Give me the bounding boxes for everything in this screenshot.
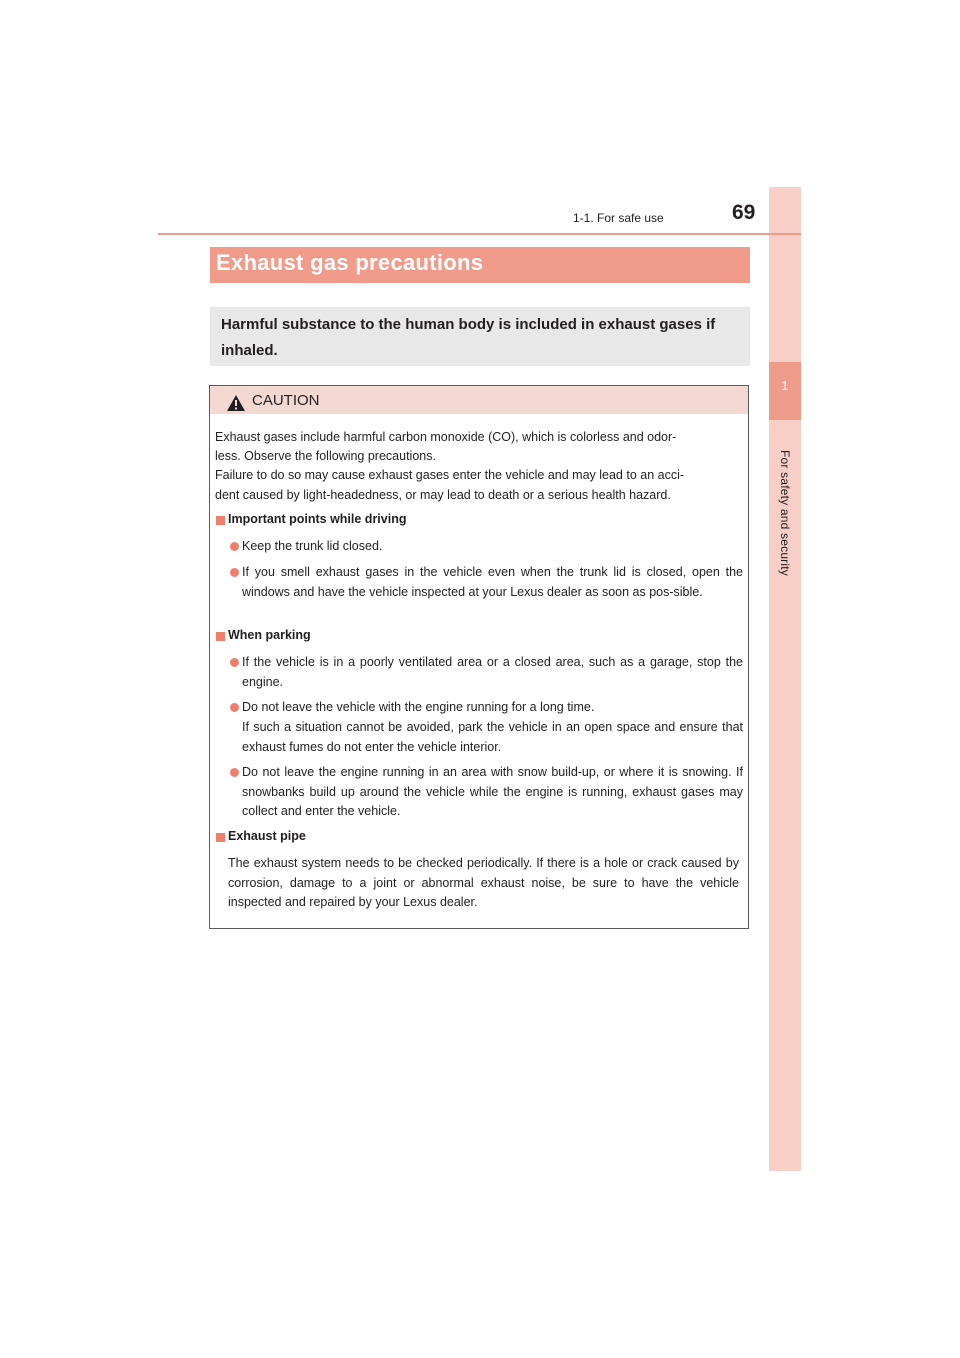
bullet-text: If you smell exhaust gases in the vehicle even when the trunk lid is closed, open the windows and have the vehicle inspected at your Lexus dealer as soon as pos-sible. (242, 565, 743, 599)
bullet-text: Do not leave the vehicle with the engine running for a long time. (242, 700, 595, 714)
bullet-dot (230, 658, 239, 667)
caution-body-line: Failure to do so may cause exhaust gases enter the vehicle and may lead to an acci- (215, 468, 685, 482)
section-label: 1-1. For safe use (573, 211, 664, 225)
section-text: The exhaust system needs to be checked periodically. If there is a hole or crack caused by corrosion, damage to a joint or abnormal exhaust noise, be sure to have the vehicle inspected and repaired by your Lexus dealer. (228, 856, 739, 909)
section-heading: Important points while driving (228, 512, 407, 526)
side-tab-label: For safety and security (778, 450, 792, 576)
bullet-text-continued: If such a situation cannot be avoided, park the vehicle in an open space and ensure that exhaust fumes do not enter the vehicle interior. (242, 720, 743, 754)
intro-text: Harmful substance to the human body is included in exhaust gases if inhaled. (221, 316, 716, 359)
bullet-text: Keep the trunk lid closed. (242, 539, 383, 553)
caution-title: CAUTION (252, 392, 320, 409)
warning-triangle-icon (226, 394, 246, 412)
header-divider (158, 233, 801, 235)
bullet-dot (230, 703, 239, 712)
page-number: 69 (732, 201, 756, 224)
caution-body-line: Exhaust gases include harmful carbon monoxide (CO), which is colorless and odor- (215, 430, 677, 444)
bullet-dot (230, 568, 239, 577)
bullet-text: If the vehicle is in a poorly ventilated area or a closed area, such as a garage, stop the engine. (242, 655, 743, 689)
caution-body-line: less. Observe the following precautions. (215, 449, 436, 463)
caution-body-line: dent caused by light-headedness, or may lead to death or a serious health hazard. (215, 488, 671, 502)
side-tab (769, 187, 801, 1171)
bullet-text: Do not leave the engine running in an area with snow build-up, or where it is snowing. If snowbanks build up around the vehicle while the engine is running, exhaust gases may collect and enter the vehicle. (242, 765, 743, 818)
page-title: Exhaust gas precautions (216, 250, 484, 275)
section-heading: When parking (228, 628, 311, 642)
section-square-marker (216, 833, 225, 842)
section-heading: Exhaust pipe (228, 829, 306, 843)
bullet-dot (230, 768, 239, 777)
side-tab-number: 1 (781, 378, 789, 393)
section-square-marker (216, 516, 225, 525)
section-square-marker (216, 632, 225, 641)
bullet-dot (230, 542, 239, 551)
